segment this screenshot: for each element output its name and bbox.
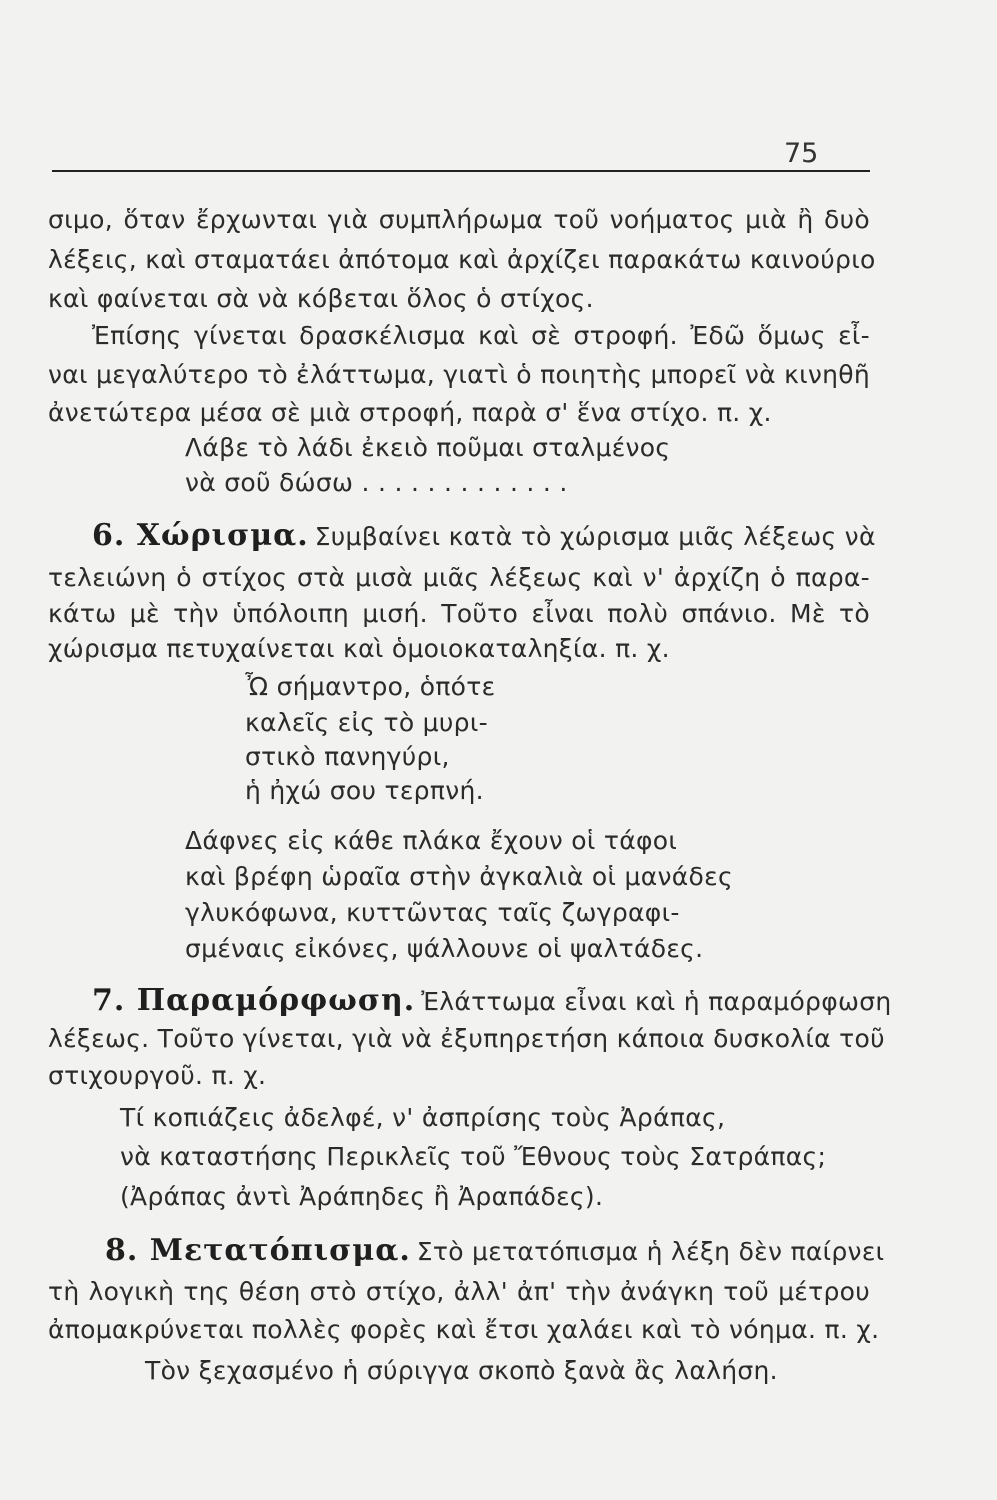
section-heading: 7. Παραμόρφωση. — [92, 983, 416, 1018]
text-line: ναι μεγαλύτερο τὸ ἐλάττωμα, γιατὶ ὁ ποιητὴς μπορεῖ νὰ κινηθῆ — [48, 360, 871, 389]
text-line: (Ἀράπας ἀντὶ Ἀράπηδες ἢ Ἀραπάδες). — [120, 1182, 604, 1211]
verse-line: Δάφνες εἰς κάθε πλάκα ἔχουν οἱ τάφοι — [185, 826, 678, 855]
verse-line: νὰ σοῦ δώσω . . . . . . . . . . . . . — [185, 468, 568, 497]
text-line: ἀνετώτερα μέσα σὲ μιὰ στροφή, παρὰ σ' ἕνα στίχο. π. χ. — [48, 398, 772, 427]
text-line: κάτω μὲ τὴν ὑπόλοιπη μισή. Τοῦτο εἶναι πολὺ σπάνιο. Μὲ τὸ — [48, 599, 870, 628]
text-line: Ἐπίσης γίνεται δρασκέλισμα καὶ σὲ στροφή. Ἐδῶ ὅμως εἶ- — [92, 321, 870, 350]
text-line: σιμο, ὅταν ἔρχωνται γιὰ συμπλήρωμα τοῦ νοήματος μιὰ ἢ δυὸ — [48, 205, 870, 234]
verse-line: σμέναις εἰκόνες, ψάλλουνε οἱ ψαλτάδες. — [185, 934, 704, 963]
section-heading: 8. Μετατόπισμα. — [105, 1233, 411, 1268]
header-rule — [52, 170, 870, 172]
text-line: ἀπομακρύνεται πολλὲς φορὲς καὶ ἔτσι χαλάει καὶ τὸ νόημα. π. χ. — [48, 1315, 880, 1344]
text-line: τελειώνη ὁ στίχος στὰ μισὰ μιᾶς λέξεως καὶ ν' ἀρχίζη ὁ παρα- — [48, 563, 870, 592]
verse-line: στικὸ πανηγύρι, — [245, 742, 450, 771]
verse-line: καλεῖς εἰς τὸ μυρι- — [245, 708, 488, 737]
section-text: Στὸ μετατόπισμα ἡ λέξη δὲν παίρνει — [416, 1237, 885, 1266]
text-line: λέξεως. Τοῦτο γίνεται, γιὰ νὰ ἐξυπηρετήση κάποια δυσκολία τοῦ — [48, 1024, 885, 1053]
text-line: χώρισμα πετυχαίνεται καὶ ὁμοιοκαταληξία. π. χ. — [48, 634, 670, 663]
section-line — [92, 983, 892, 1018]
section-text: Συμβαίνει κατὰ τὸ χώρισμα μιᾶς λέξεως νὰ — [314, 522, 876, 551]
text-line: στιχουργοῦ. π. χ. — [48, 1061, 267, 1090]
section-text: Ἐλάττωμα εἶναι καὶ ἡ παραμόρφωση — [421, 987, 892, 1016]
verse-line: ἡ ἠχώ σου τερπνή. — [245, 776, 484, 805]
section-heading: 6. Χώρισμα. — [92, 518, 309, 553]
verse-line: Ὦ σήμαντρο, ὁπότε — [245, 672, 496, 701]
verse-line: Τὸν ξεχασμένο ἡ σύριγγα σκοπὸ ξανὰ ἂς λαλήση. — [145, 1356, 778, 1385]
text-line: καὶ φαίνεται σὰ νὰ κόβεται ὅλος ὁ στίχος. — [48, 284, 594, 313]
verse-line: καὶ βρέφη ὡραῖα στὴν ἀγκαλιὰ οἱ μανάδες — [185, 862, 733, 891]
section-line — [92, 518, 876, 553]
section-line — [105, 1233, 885, 1268]
verse-line: γλυκόφωνα, κυττῶντας ταῖς ζωγραφι- — [185, 898, 680, 927]
page-number: 75 — [784, 138, 819, 169]
verse-line: νὰ καταστήσης Περικλεῖς τοῦ Ἔθνους τοὺς Σατράπας; — [120, 1142, 827, 1171]
text-line: τὴ λογικὴ της θέση στὸ στίχο, ἀλλ' ἀπ' τὴν ἀνάγκη τοῦ μέτρου — [48, 1277, 870, 1306]
text-line: λέξεις, καὶ σταματάει ἀπότομα καὶ ἀρχίζει παρακάτω καινούριο — [48, 245, 876, 274]
verse-line: Λάβε τὸ λάδι ἐκειὸ ποῦμαι σταλμένος — [185, 433, 671, 462]
verse-line: Τί κοπιάζεις ἀδελφέ, ν' ἀσπρίσης τοὺς Ἀράπας, — [120, 1103, 726, 1132]
